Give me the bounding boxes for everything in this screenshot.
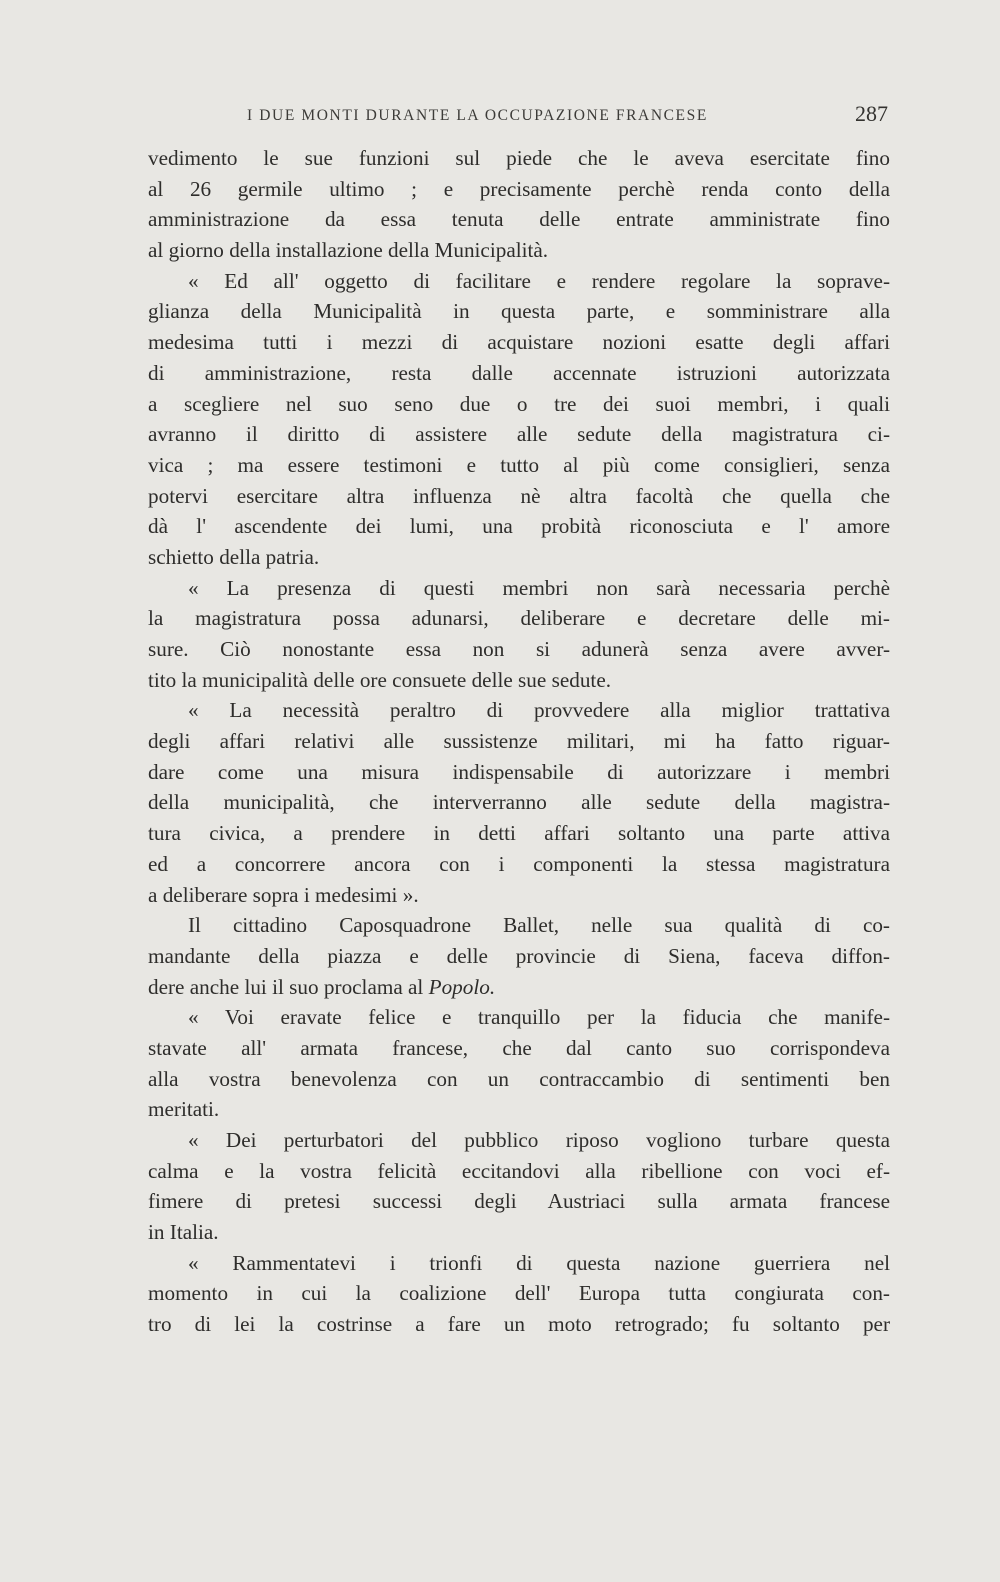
text-line-content: « La necessità peraltro di provvedere alla miglior trattativa	[188, 698, 890, 723]
text-line	[148, 787, 890, 818]
text-line-content: dere anche lui il suo proclama al	[148, 974, 429, 999]
body-text	[148, 143, 890, 1340]
text-line	[148, 1278, 890, 1309]
text-line	[148, 1094, 890, 1125]
text-line-content: a deliberare sopra i medesimi ».	[148, 882, 419, 907]
text-line-content: dà l' ascendente dei lumi, una probità riconosciuta e l' amore	[148, 514, 890, 539]
text-line-content: sure. Ciò nonostante essa non si adunerà senza avere avver-	[148, 637, 890, 661]
text-line-content: glianza della Municipalità in questa parte, e somministrare alla	[148, 299, 890, 324]
text-line	[148, 1064, 890, 1095]
text-line	[148, 726, 890, 757]
text-line-content: potervi esercitare altra influenza nè altra facoltà che quella che	[148, 483, 890, 508]
text-line-content: « Dei perturbatori del pubblico riposo vogliono turbare questa	[188, 1128, 890, 1152]
text-line-content: meritati.	[148, 1097, 220, 1122]
text-line-content: stavate all' armata francese, che dal canto suo corrispondeva	[148, 1035, 890, 1060]
text-line-content: dare come una misura indispensabile di autorizzare i membri	[148, 759, 890, 784]
text-line	[148, 481, 890, 512]
text-line	[148, 910, 890, 941]
text-line	[148, 1186, 890, 1217]
text-line	[148, 235, 890, 266]
text-line-content: fimere di pretesi successi degli Austriaci sulla armata francese	[148, 1189, 890, 1214]
text-line-content: tura civica, a prendere in detti affari soltanto una parte attiva	[148, 821, 890, 846]
italic-word: Popolo.	[428, 974, 496, 999]
text-line-content: avranno il diritto di assistere alle sedute della magistratura ci-	[148, 422, 890, 447]
text-line-content: « Ed all' oggetto di facilitare e rendere regolare la soprave-	[188, 268, 890, 293]
text-line-content: di amministrazione, resta dalle accennate istruzioni autorizzata	[148, 360, 890, 385]
text-line-content: tito la municipalità delle ore consuete delle sue sedute.	[148, 667, 612, 692]
text-line-content: Il cittadino Caposquadrone Ballet, nelle sua qualità di co-	[188, 913, 890, 938]
text-line	[148, 880, 890, 911]
text-line-content: in Italia.	[148, 1220, 219, 1245]
text-line-content: calma e la vostra felicità eccitandovi alla ribellione con voci ef-	[148, 1158, 890, 1183]
text-line-content: « La presenza di questi membri non sarà necessaria perchè	[188, 575, 890, 600]
page-number: 287	[855, 101, 888, 126]
text-line	[148, 695, 890, 726]
text-line	[148, 849, 890, 880]
text-line	[148, 296, 890, 327]
text-line-content: schietto della patria.	[148, 544, 320, 569]
running-head: I DUE MONTI DURANTE LA OCCUPAZIONE FRANCESE	[247, 107, 708, 124]
text-line	[148, 1033, 890, 1064]
text-line	[148, 665, 890, 696]
text-line-content: degli affari relativi alle sussistenze militari, mi ha fatto riguar-	[148, 729, 890, 754]
text-line	[148, 1002, 890, 1033]
text-line	[148, 358, 890, 389]
text-line-content: « Voi eravate felice e tranquillo per la fiducia che manife-	[188, 1005, 890, 1030]
text-line-content: al giorno della installazione della Municipalità.	[148, 238, 549, 263]
text-line-content: ed a concorrere ancora con i componenti la stessa magistratura	[148, 851, 890, 876]
text-line-content: tro di lei la costrinse a fare un moto retrogrado; fu soltanto per	[148, 1312, 890, 1337]
text-line	[148, 511, 890, 542]
text-line	[148, 143, 890, 174]
text-line	[148, 1217, 890, 1248]
text-line	[148, 757, 890, 788]
text-line	[148, 419, 890, 450]
text-line	[148, 450, 890, 481]
text-line	[148, 266, 890, 297]
text-line	[148, 603, 890, 634]
text-line-content: momento in cui la coalizione dell' Europa tutta congiurata con-	[148, 1281, 890, 1306]
text-line-content: della municipalità, che interverranno alle sedute della magistra-	[148, 790, 890, 815]
text-line	[148, 542, 890, 573]
text-line	[148, 389, 890, 420]
text-line	[148, 327, 890, 358]
text-line-content: la magistratura possa adunarsi, deliberare e decretare delle mi-	[148, 606, 890, 631]
text-line-content: mandante della piazza e delle provincie di Siena, faceva diffon-	[148, 943, 890, 968]
text-line	[148, 1125, 890, 1156]
text-line-content: a scegliere nel suo seno due o tre dei suoi membri, i quali	[148, 391, 890, 416]
text-line	[148, 174, 890, 205]
text-line	[148, 634, 890, 665]
text-line	[148, 1156, 890, 1187]
text-line-content: alla vostra benevolenza con un contraccambio di sentimenti ben	[148, 1066, 890, 1091]
text-line-content: vedimento le sue funzioni sul piede che le aveva esercitate fino	[148, 146, 890, 170]
text-line-content: amministrazione da essa tenuta delle entrate amministrate fino	[148, 207, 890, 232]
text-line	[148, 1309, 890, 1340]
text-line	[148, 1248, 890, 1279]
text-line	[148, 573, 890, 604]
page-header	[150, 101, 890, 135]
text-line-content: vica ; ma essere testimoni e tutto al più come consiglieri, senza	[148, 452, 890, 477]
text-line-content: « Rammentatevi i trionfi di questa nazione guerriera nel	[188, 1250, 890, 1275]
text-line-content: medesima tutti i mezzi di acquistare nozioni esatte degli affari	[148, 330, 890, 355]
text-line	[148, 972, 890, 1003]
text-line	[148, 818, 890, 849]
text-line	[148, 204, 890, 235]
text-line-content: al 26 germile ultimo ; e precisamente perchè renda conto della	[148, 176, 890, 201]
text-line	[148, 941, 890, 972]
